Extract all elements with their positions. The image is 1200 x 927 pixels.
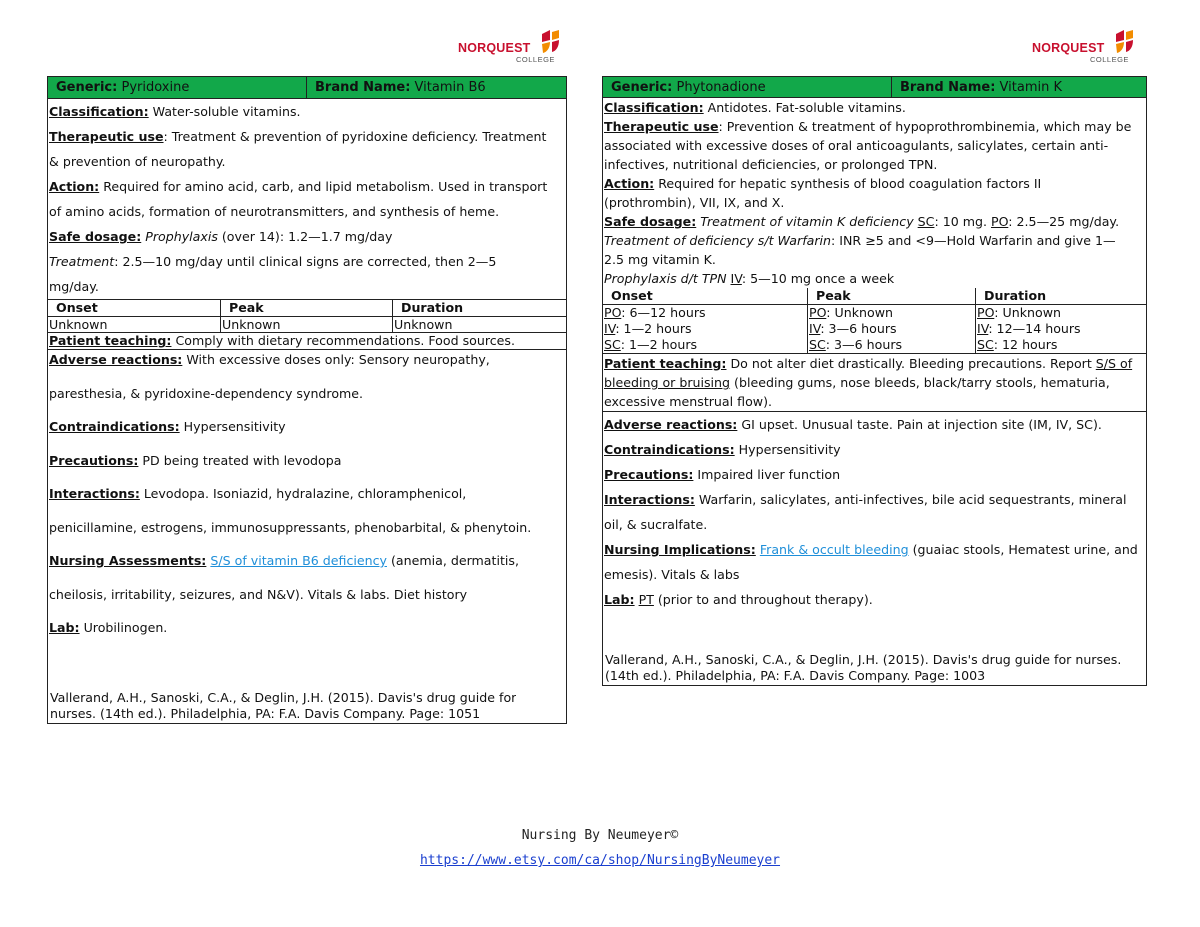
reference: Vallerand, A.H., Sanoski, C.A., & Deglin, J.H. (2015). Davis's drug guide for nurses. (14th ed.). Philadelphia, PA: F.A. Davis Company. Page: 1003: [605, 652, 1122, 683]
vitamin-b6-deficiency-link[interactable]: S/S of vitamin B6 deficiency: [210, 553, 387, 569]
lab: Lab: Urobilinogen.: [49, 620, 168, 636]
safe-dosage: Safe dosage: Prophylaxis (over 14): 1.2—1.7 mg/day: [49, 229, 393, 244]
phytonadione-drug-card: [602, 76, 1147, 686]
onset-value: Unknown: [49, 316, 108, 332]
college-emblem-icon: [1114, 28, 1134, 54]
nursing-assessments-cont: cheilosis, irritability, seizures, and N&V). Vitals & labs. Diet history: [49, 586, 468, 602]
onset-header: Onset: [48, 300, 220, 317]
interactions-cont: penicillamine, estrogens, immunosuppressants, phenobarbital, & phenytoin.: [49, 519, 532, 535]
onset-header: Onset: [603, 288, 807, 305]
safe-dosage-warfarin: Treatment of deficiency s/t Warfarin: INR ≥5 and <9—Hold Warfarin and give 1—: [604, 233, 1116, 248]
peak-value: Unknown: [220, 317, 392, 333]
adverse-reactions: Adverse reactions: GI upset. Unusual taste. Pain at injection site (IM, IV, SC).: [604, 417, 1102, 432]
therapeutic-use: Therapeutic use: Prevention & treatment of hypoprothrombinemia, which may be: [604, 119, 1132, 134]
bleeding-link[interactable]: Frank & occult bleeding: [759, 542, 909, 557]
safe-dosage-prophylaxis: Prophylaxis d/t TPN IV: 5—10 mg once a week: [604, 271, 895, 286]
duration-header: Duration: [392, 300, 566, 317]
action-cont: (prothrombin), VII, IX, and X.: [604, 195, 785, 210]
sc-onset: SC: 1—2 hours: [604, 337, 698, 352]
po-duration: PO: Unknown: [975, 305, 1146, 321]
brand-name: Vitamin B6: [414, 80, 486, 95]
norquest-logo-left: [458, 28, 558, 68]
generic-name: Phytonadione: [676, 80, 766, 95]
brand-name: Vitamin K: [999, 80, 1063, 95]
brand-cell: Brand Name: Vitamin B6: [315, 80, 486, 95]
etsy-shop-link[interactable]: https://www.etsy.com/ca/shop/NursingByNeumeyer: [419, 853, 781, 868]
duration-value: Unknown: [392, 317, 566, 333]
logo-subtitle: COLLEGE: [516, 55, 555, 64]
po-peak: PO: Unknown: [807, 305, 975, 321]
adverse-reactions: Adverse reactions: With excessive doses only: Sensory neuropathy,: [49, 352, 490, 368]
safe-dosage-cont: mg/day.: [49, 279, 99, 294]
po-onset: PO: 6—12 hours: [604, 305, 706, 320]
patient-teaching: Patient teaching: Comply with dietary recommendations. Food sources.: [48, 333, 566, 350]
action: Action: Required for hepatic synthesis of blood coagulation factors II: [604, 176, 1042, 191]
therapeutic-use-cont2: infectives, nutritional deficiencies, or prolonged TPN.: [604, 157, 938, 172]
logo-subtitle: COLLEGE: [1090, 55, 1129, 64]
pyridoxine-drug-card: [47, 76, 567, 724]
peak-header: Peak: [220, 300, 392, 317]
card-header: [603, 77, 1146, 98]
lab: Lab: PT (prior to and throughout therapy).: [604, 592, 873, 607]
interactions-cont: oil, & sucralfate.: [604, 517, 708, 532]
logo-wordmark: NORQUEST: [458, 41, 531, 55]
classification: Classification: Antidotes. Fat-soluble vitamins.: [604, 100, 906, 115]
classification: Classification: Water-soluble vitamins.: [49, 104, 301, 119]
iv-peak: IV: 3—6 hours: [807, 321, 975, 337]
interactions: Interactions: Warfarin, salicylates, anti-infectives, bile acid sequestrants, mineral: [604, 492, 1127, 507]
therapeutic-use-cont: associated with excessive doses of oral anticoagulants, salicylates, certain anti-: [604, 138, 1109, 153]
contraindications: Contraindications: Hypersensitivity: [49, 419, 286, 435]
precautions: Precautions: PD being treated with levodopa: [49, 452, 342, 468]
iv-duration: IV: 12—14 hours: [975, 321, 1146, 337]
precautions: Precautions: Impaired liver function: [604, 467, 841, 482]
peak-header: Peak: [807, 288, 975, 305]
safe-dosage-treatment: Treatment: 2.5—10 mg/day until clinical signs are corrected, then 2—5: [49, 254, 497, 269]
logo-wordmark: NORQUEST: [1032, 41, 1105, 55]
card-header: [48, 77, 566, 99]
brand-cell: Brand Name: Vitamin K: [900, 80, 1063, 95]
action-cont: of amino acids, formation of neurotransmitters, and synthesis of heme.: [49, 204, 500, 219]
sc-peak: SC: 3—6 hours: [807, 337, 975, 353]
generic-cell: Generic: Pyridoxine: [48, 77, 307, 98]
college-emblem-icon: [540, 28, 560, 54]
pharmacokinetics-table: [603, 288, 1146, 354]
nursing-implications: Nursing Implications: Frank & occult bleeding (guaiac stools, Hematest urine, and: [604, 542, 1138, 557]
nursing-implications-cont: emesis). Vitals & labs: [604, 567, 740, 582]
therapeutic-use: Therapeutic use: Treatment & prevention of pyridoxine deficiency. Treatment: [49, 129, 547, 144]
action: Action: Required for amino acid, carb, and lipid metabolism. Used in transport: [49, 179, 548, 194]
interactions: Interactions: Levodopa. Isoniazid, hydralazine, chloramphenicol,: [49, 486, 467, 502]
reference: Vallerand, A.H., Sanoski, C.A., & Deglin, J.H. (2015). Davis's drug guide for nurses. (14th ed.). Philadelphia, PA: F.A. Davis Company. Page: 1051: [50, 690, 517, 721]
generic-name: Pyridoxine: [121, 80, 190, 95]
safe-dosage-cont: 2.5 mg vitamin K.: [604, 252, 716, 267]
nursing-assessments: Nursing Assessments: S/S of vitamin B6 deficiency (anemia, dermatitis,: [49, 553, 519, 569]
norquest-logo-right: [1032, 28, 1132, 68]
footer-link-row: [0, 853, 1200, 868]
patient-teaching: Patient teaching: Do not alter diet drastically. Bleeding precautions. Report S/S of bleeding or bruising (bleeding gums, nose bleeds, black/tarry stools, hematuria, excessive menstrual flow).: [603, 354, 1146, 412]
iv-onset: IV: 1—2 hours: [604, 321, 692, 336]
adverse-reactions-cont: paresthesia, & pyridoxine-dependency syndrome.: [49, 385, 364, 401]
generic-cell: Generic: Phytonadione: [603, 77, 892, 98]
contraindications: Contraindications: Hypersensitivity: [604, 442, 841, 457]
safe-dosage: Safe dosage: Treatment of vitamin K deficiency SC: 10 mg. PO: 2.5—25 mg/day.: [604, 214, 1120, 229]
therapeutic-use-cont: & prevention of neuropathy.: [49, 154, 226, 169]
duration-header: Duration: [975, 288, 1146, 305]
sc-duration: SC: 12 hours: [975, 337, 1146, 353]
footer-credit: Nursing By Neumeyer©: [521, 828, 679, 843]
pharmacokinetics-table: [48, 299, 566, 333]
